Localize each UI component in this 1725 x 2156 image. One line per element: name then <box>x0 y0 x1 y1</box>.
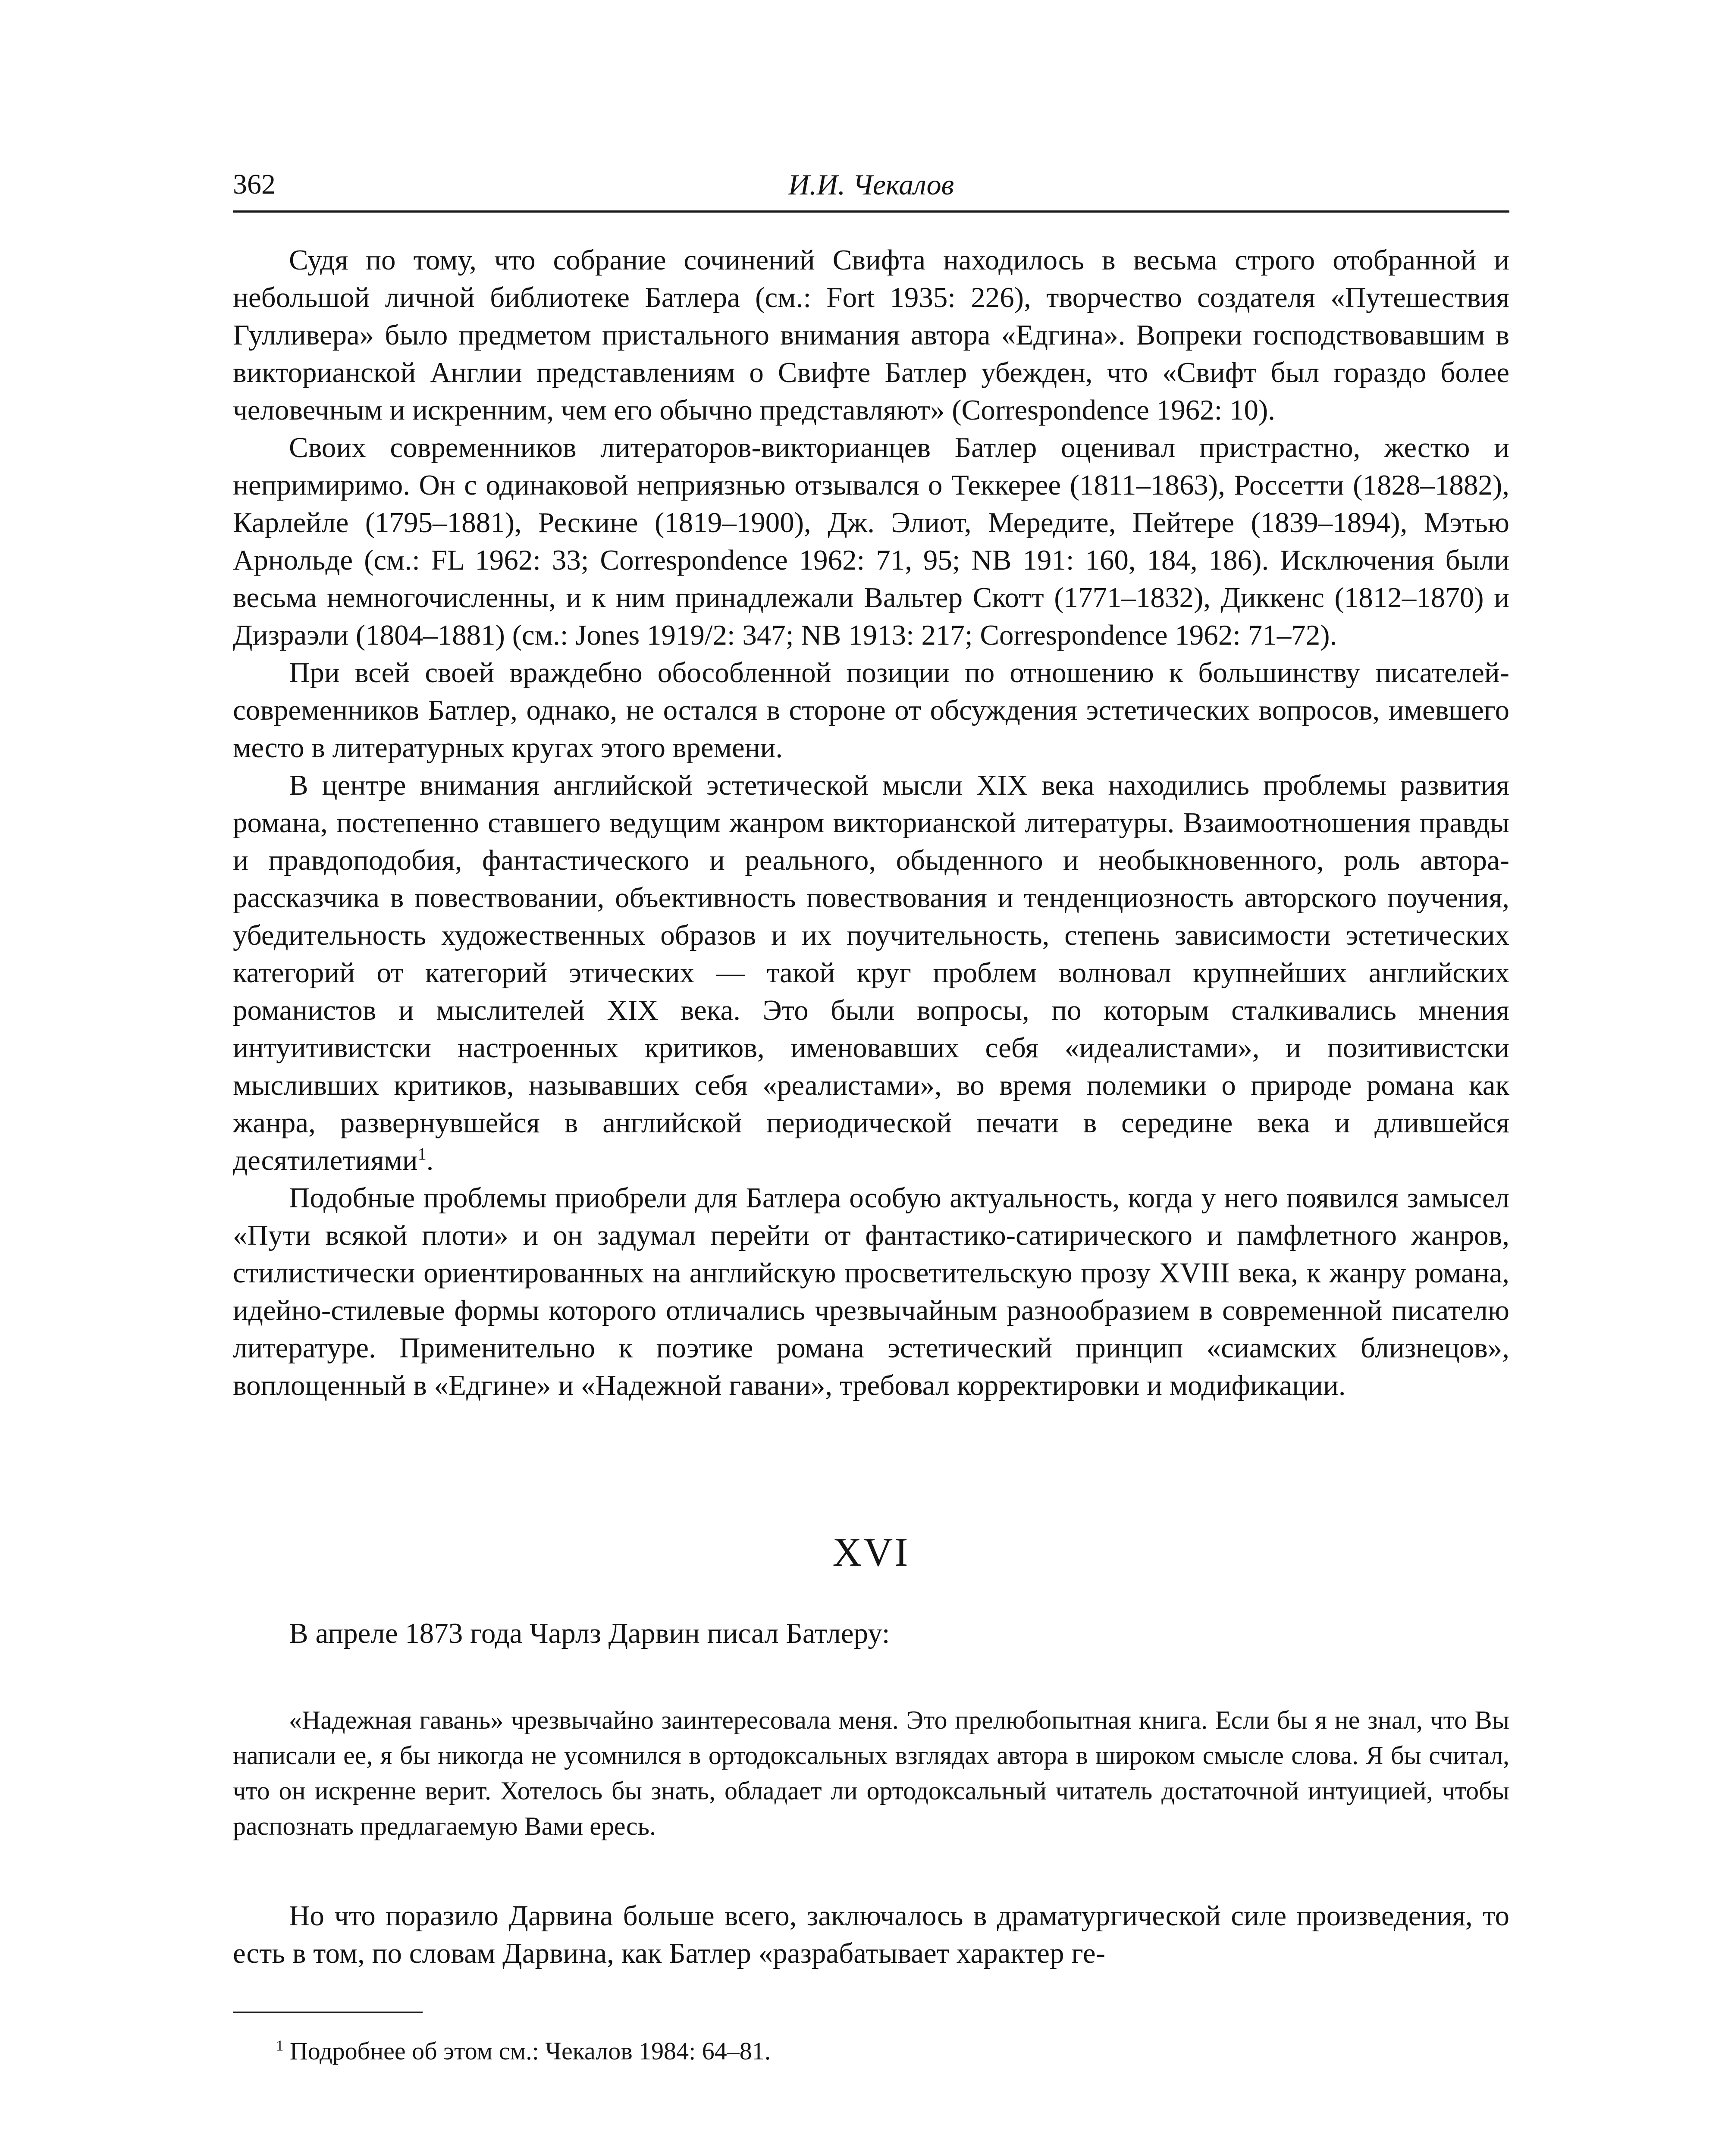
main-text <box>233 241 1509 1404</box>
section-heading: XVI <box>832 1530 910 1575</box>
paragraph: При всей своей враждебно обособленной позиции по отношению к большинству писателей-современников Батлер, однако, не остался в стороне от обсуждения эстетических вопросов, имевшего место в литературных кругах этого времени. <box>233 657 1509 764</box>
section-intro: В апреле 1873 года Чарлз Дарвин писал Батлеру: <box>289 1617 890 1649</box>
paragraph: Своих современников литераторов-викторианцев Батлер оценивал пристрастно, жестко и непримиримо. Он с одинаковой неприязнью отзывался о Теккерее (1811–1863), Россетти (1828–1882), Карлейле (1795–1881), Рескине (1819–1900), Дж. Элиот, Мередите, Пейтере (1839–1894), Мэтью Арнольде (см.: FL 1962: 33; Correspondence 1962: 71, 95; NB 191: 160, 184, 186). Исключения были весьма немногочисленны, и к ним принадлежали Вальтер Скотт (1771–1832), Диккенс (1812–1870) и Дизраэли (1804–1881) (см.: Jones 1919/2: 347; NB 1913: 217; Correspondence 1962: 71–72). <box>233 432 1509 651</box>
page-number: 362 <box>233 169 276 200</box>
paragraph: Судя по тому, что собрание сочинений Свифта находилось в весьма строго отобранной и небольшой личной библиотеке Батлера (см.: Fort 1935: 226), творчество создателя «Путешествия Гулливера» было предметом пристального внимания автора «Едгина». Вопреки господствовавшим в викторианской Англии представлениям о Свифте Батлер убежден, что «Свифт был гораздо более человечным и искренним, чем его обычно представляют» (Correspondence 1962: 10). <box>233 244 1509 426</box>
footnote-rule <box>233 2012 423 2013</box>
paragraph: Но что поразило Дарвина больше всего, заключалось в драматургической силе произведения, то есть в том, по словам Дарвина, как Батлер «разрабатывает характер ге- <box>233 1900 1509 1969</box>
paragraph: Подобные проблемы приобрели для Батлера особую актуальность, когда у него появился замысел «Пути всякой плоти» и он задумал перейти от фантастико-сатирического и памфлетного жанров, стилистически ориентированных на английскую просветительскую прозу XVIII века, к жанру романа, идейно-стилевые формы которого отличались чрезвычайным разнообразием в современной писателю литературе. Применительно к поэтике романа эстетический принцип «сиамских близнецов», воплощенный в «Едгине» и «Надежной гавани», требовал корректировки и модификации. <box>233 1182 1509 1401</box>
header-rule <box>233 210 1509 213</box>
footnote-reference: 1 <box>417 1144 427 1164</box>
page-header <box>233 160 1509 209</box>
paragraph-text: В центре внимания английской эстетической мысли XIX века находились проблемы развития романа, постепенно ставшего ведущим жанром викторианской литературы. Взаимоотношения правды и правдоподобия, фантастического и реального, обыденного и необыкновенного, роль автора-рассказчика в повествовании, объективность повествования и тенденциозность авторского поучения, убедительность художественных образов и их поучительность, степень зависимости эстетических категорий от категорий этических — такой круг проблем волновал крупнейших английских романистов и мыслителей XIX века. Это были вопросы, по которым сталкивались мнения интуитивистски настроенных критиков, именовавших себя «идеалистами», и позитивистски мысливших критиков, называвших себя «реалистами», во время полемики о природе романа как жанра, развернувшейся в английской периодической печати в середине века и длившейся десятилетиями <box>233 769 1509 1176</box>
running-head: И.И. Чекалов <box>788 168 954 201</box>
footnote-text: Подробнее об этом см.: Чекалов 1984: 64–81. <box>289 2037 771 2065</box>
paragraph: В центре внимания английской эстетической мысли XIX века находились проблемы развития романа, постепенно ставшего ведущим жанром викторианской литературы. Взаимоотношения правды и правдоподобия, фантастического и реального, обыденного и необыкновенного, роль автора-рассказчика в повествовании, объективность повествования и тенденциозность авторского поучения, убедительность художественных образов и их поучительность, степень зависимости эстетических категорий от категорий этических — такой круг проблем волновал крупнейших английских романистов и мыслителей XIX века. Это были вопросы, по которым сталкивались мнения интуитивистски настроенных критиков, именовавших себя «идеалистами», и позитивистски мысливших критиков, называвших себя «реалистами», во время полемики о природе романа как жанра, развернувшейся в английской периодической печати в середине века и длившейся десятилетиями$^1$. <box>233 769 1509 1176</box>
footnote <box>233 2034 1509 2068</box>
block-quote: «Надежная гавань» чрезвычайно заинтересовала меня. Это прелюбопытная книга. Если бы я не знал, что Вы написали ее, я бы никогда не усомнился в ортодоксальных взглядах автора в широком смысле слова. Я бы считал, что он искренне верит. Хотелось бы знать, обладает ли ортодоксальный читатель достаточной интуицией, чтобы распознать предлагаемую Вами ересь. <box>233 1706 1509 1840</box>
footnote-marker: 1 <box>276 2037 284 2054</box>
